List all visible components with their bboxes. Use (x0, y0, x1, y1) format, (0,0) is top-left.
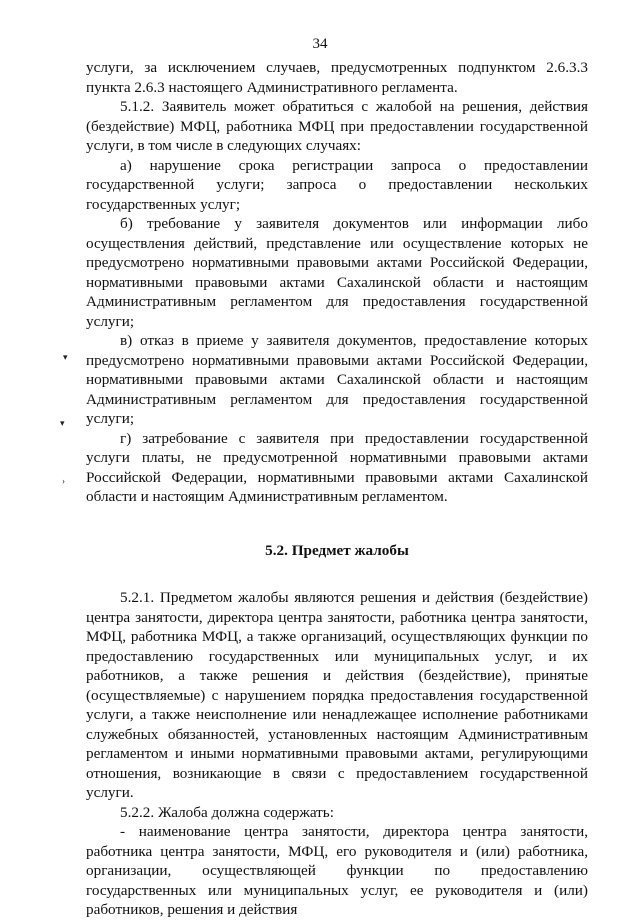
list-item-b: б) требование у заявителя документов или информации либо осуществления действий, представление или осуществление которых не предусмотрено нормативными правовыми актами Российской Федерации, нормативными правовыми актами Сахалинской области и настоящим Административным регламентом для предоставления государственной услуги; (86, 215, 588, 330)
page-number: 34 (312, 36, 328, 52)
paragraphs-bottom (86, 588, 588, 920)
list-item-a: а) нарушение срока регистрации запроса о предоставлении государственной услуги; запроса о предоставлении нескольких государственных услуг; (86, 156, 588, 213)
paragraph: 5.1.2. Заявитель может обратиться с жалобой на решения, действия (бездействие) МФЦ, работника МФЦ при предоставлении государственной услуги, в том числе в следующих случаях: (86, 98, 588, 154)
scan-mark: › (62, 476, 65, 486)
scan-mark: ▾ (60, 418, 65, 428)
paragraph: услуги, за исключением случаев, предусмотренных подпунктом 2.6.3.3 пункта 2.6.3 настоящего Административного регламента. (86, 59, 588, 96)
paragraph: - наименование центра занятости, директора центра занятости, работника центра занятости, МФЦ, его руководителя и (или) работника, организации, осуществляющей функции по предоставлению государственных или муниципальных услуг, ее руководителя и (или) работников, решения и действия (86, 823, 588, 918)
document-body (86, 58, 588, 920)
section-heading: 5.2. Предмет жалобы (265, 541, 409, 559)
paragraphs-top (86, 58, 588, 507)
paragraph: 5.2.2. Жалоба должна содержать: (120, 803, 334, 821)
paragraph: 5.2.1. Предметом жалобы являются решения и действия (бездействие) центра занятости, директора центра занятости, работника центра занятости, МФЦ, работника МФЦ, а также организаций, осуществляющих функции по предоставлению государственных или муниципальных услуг, и их работников, а также решения и действия (бездействие), принятые (осуществляемые) с нарушением порядка предоставления государственной услуги, а также неисполнение или ненадлежащее исполнение работниками служебных обязанностей, установленных настоящим Административным регламентом и иными нормативными правовыми актами, регулирующими отношения, возникающие в связи с предоставлением государственной услуги. (86, 589, 588, 801)
list-item-g: г) затребование с заявителя при предоставлении государственной услуги платы, не предусмотренной нормативными правовыми актами Российской Федерации, нормативными правовыми актами Сахалинской области и настоящим Административным регламентом. (86, 429, 588, 505)
scan-mark: ▾ (63, 352, 68, 362)
list-item-v: в) отказ в приеме у заявителя документов, предоставление которых предусмотрено нормативными правовыми актами Российской Федерации, нормативными правовыми актами Сахалинской области и настоящим Административным регламентом для предоставления государственной услуги; (86, 332, 588, 427)
